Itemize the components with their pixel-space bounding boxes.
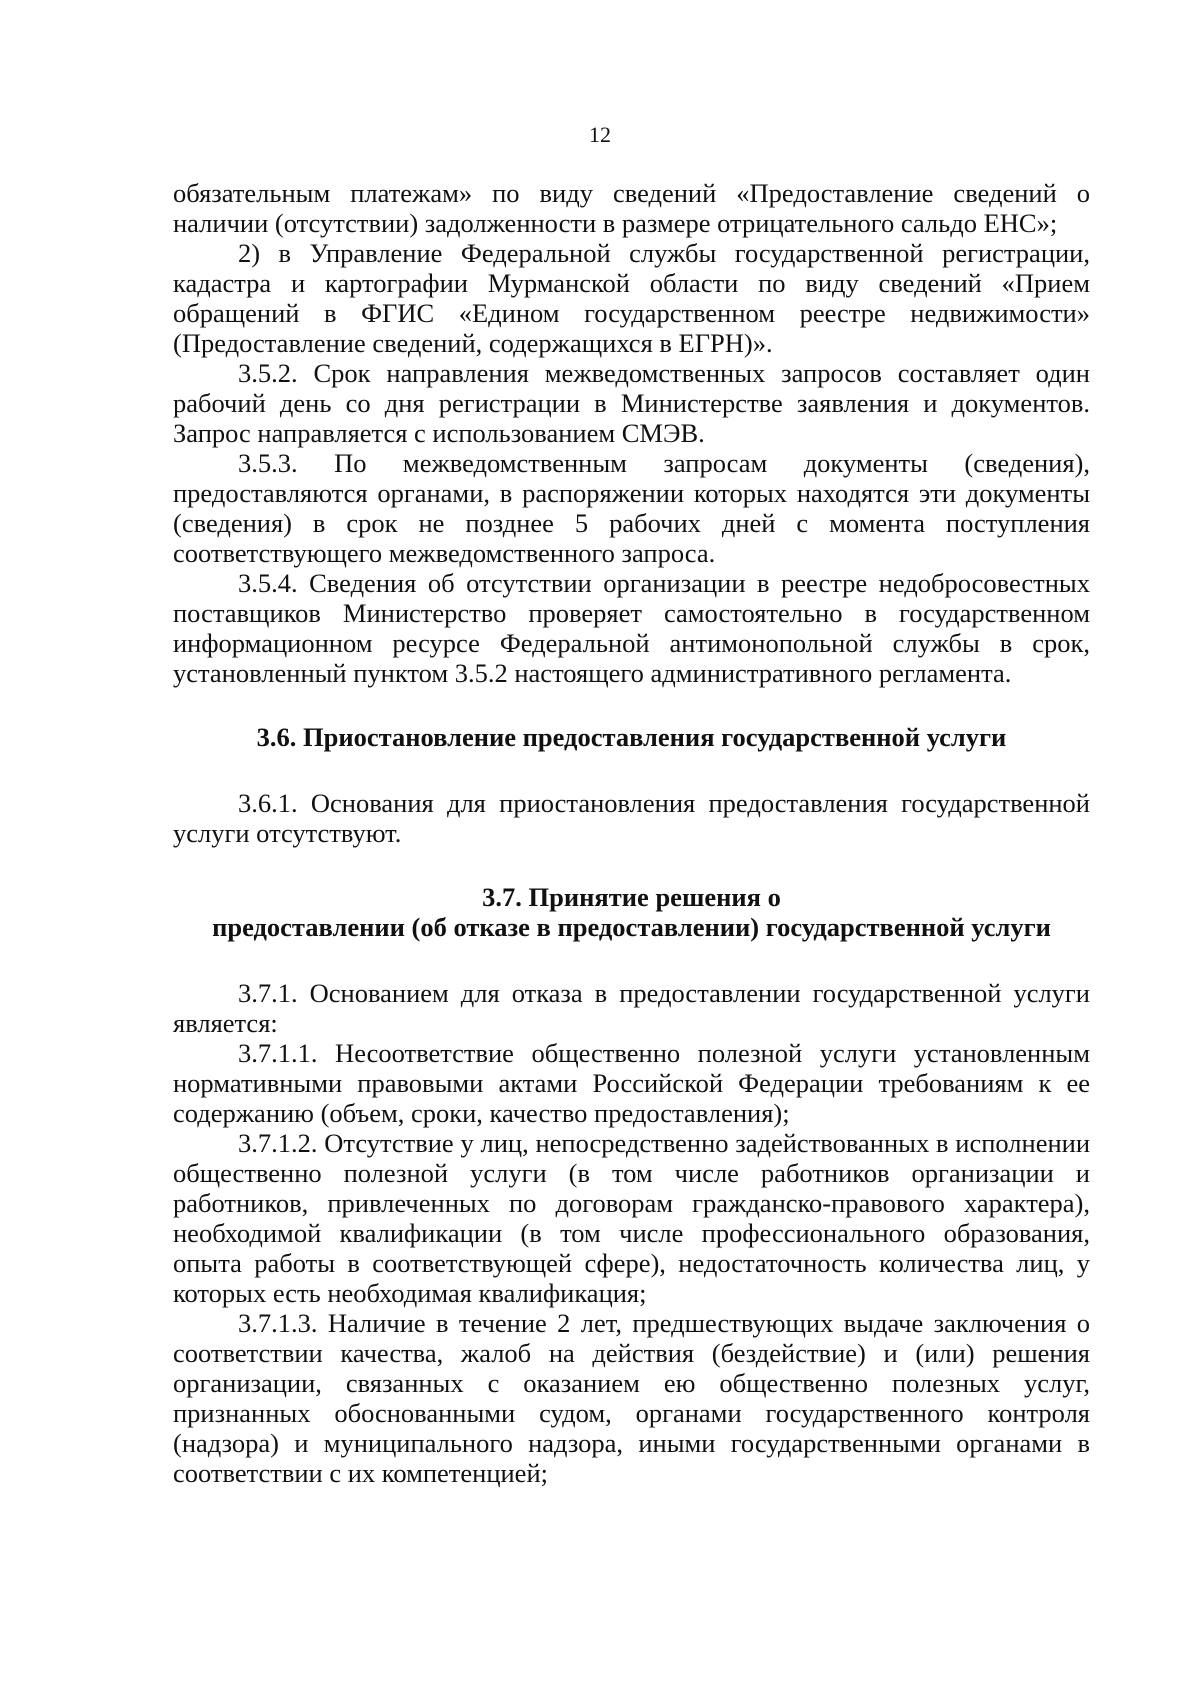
section-heading-3-7 — [173, 882, 1090, 942]
paragraph-3-5-3: 3.5.3. По межведомственным запросам документы (сведения), предоставляются органами, в распоряжении которых находятся эти документы (сведения) в срок не позднее 5 рабочих дней с момента поступления соответствующего межведомственного запроса. — [173, 448, 1090, 568]
paragraph-3-7-1-3: 3.7.1.3. Наличие в течение 2 лет, предшествующих выдаче заключения о соответствии качества, жалоб на действия (бездействие) и (или) решения организации, связанных с оказанием ею общественно полезных услуг, признанных обоснованными судом, органами государственного контроля (надзора) и муниципального надзора, иными государственными органами в соответствии с их компетенцией; — [173, 1308, 1090, 1488]
section-heading-3-7-line1: 3.7. Принятие решения о — [482, 882, 781, 912]
paragraph-3-7-1-1: 3.7.1.1. Несоответствие общественно полезной услуги установленным нормативными правовыми актами Российской Федерации требованиям к ее содержанию (объем, сроки, качество предоставления); — [173, 1038, 1090, 1128]
paragraph-3-7-1-2: 3.7.1.2. Отсутствие у лиц, непосредственно задействованных в исполнении общественно полезной услуги (в том числе работников организации и работников, привлеченных по договорам гражданско-правового характера), необходимой квалификации (в том числе профессионального образования, опыта работы в соответствующей сфере), недостаточность количества лиц, у которых есть необходимая квалификация; — [173, 1128, 1090, 1308]
document-body — [173, 178, 1090, 1488]
page-number: 12 — [589, 122, 611, 147]
paragraph-item-2: 2) в Управление Федеральной службы государственной регистрации, кадастра и картографии Мурманской области по виду сведений «Прием обращений в ФГИС «Едином государственном реестре недвижимости» (Предоставление сведений, содержащихся в ЕГРН)». — [173, 238, 1090, 358]
paragraph-3-5-4: 3.5.4. Сведения об отсутствии организации в реестре недобросовестных поставщиков Министерство проверяет самостоятельно в государственном информационном ресурсе Федеральной антимонопольной службы в срок, установленный пунктом 3.5.2 настоящего административного регламента. — [173, 568, 1090, 688]
paragraph-continuation: обязательным платежам» по виду сведений «Предоставление сведений о наличии (отсутствии) задолженности в размере отрицательного сальдо ЕНС»; — [173, 178, 1090, 238]
paragraph-3-7-1: 3.7.1. Основанием для отказа в предоставлении государственной услуги является: — [173, 978, 1090, 1038]
section-heading-3-7-line2: предоставлении (об отказе в предоставлении) государственной услуги — [212, 912, 1051, 942]
paragraph-3-6-1: 3.6.1. Основания для приостановления предоставления государственной услуги отсутствуют. — [173, 788, 1090, 848]
section-heading-3-6: 3.6. Приостановление предоставления государственной услуги — [256, 722, 1007, 752]
paragraph-3-5-2: 3.5.2. Срок направления межведомственных запросов составляет один рабочий день со дня регистрации в Министерстве заявления и документов. Запрос направляется с использованием СМЭВ. — [173, 358, 1090, 448]
